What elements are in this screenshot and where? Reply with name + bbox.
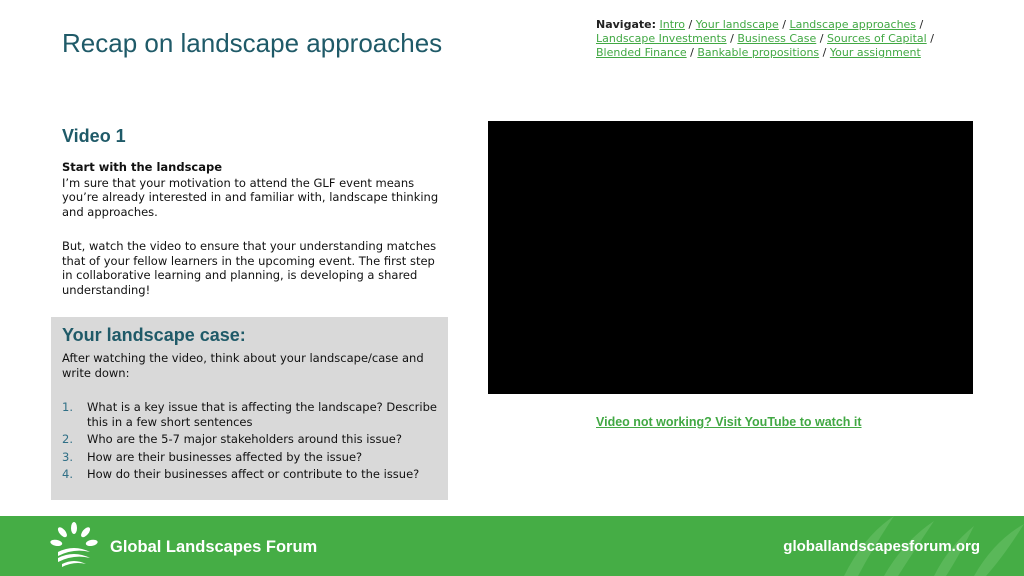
- intro-paragraph-1: I’m sure that your motivation to attend the GLF event means you’re already interested in and familiar with, landscape thinking and approaches.: [62, 175, 439, 219]
- video-player[interactable]: [488, 121, 973, 394]
- list-item: [62, 400, 442, 429]
- list-item: [62, 467, 442, 482]
- nav-link-intro[interactable]: Intro: [659, 18, 686, 31]
- nav-separator: /: [730, 32, 734, 45]
- nav-separator: /: [919, 18, 924, 31]
- intro-paragraph-2: But, watch the video to ensure that your understanding matches that of your fellow learners in the upcoming event. The first step in collaborative learning and planning, is developing a shared understanding!: [62, 239, 437, 297]
- intro-subheading: Start with the landscape: [62, 160, 223, 174]
- landscape-case-box: [51, 317, 448, 500]
- nav-link-bankable-propositions[interactable]: Bankable propositions: [697, 46, 820, 59]
- list-item-number: 1.: [62, 400, 73, 414]
- page-title: Recap on landscape approaches: [62, 28, 443, 58]
- list-item-text: How do their businesses affect or contribute to the issue?: [87, 467, 420, 481]
- footer-url[interactable]: globallandscapesforum.org: [783, 538, 980, 555]
- nav-link-your-landscape[interactable]: Your landscape: [695, 18, 779, 31]
- nav-link-sources-of-capital[interactable]: Sources of Capital: [827, 32, 927, 45]
- youtube-fallback-link[interactable]: Video not working? Visit YouTube to watch it: [596, 415, 862, 429]
- footer-brand-name: Global Landscapes Forum: [110, 538, 318, 556]
- list-item: [62, 450, 442, 465]
- nav-link-your-assignment[interactable]: Your assignment: [829, 46, 921, 59]
- intro-text-block: [62, 160, 447, 297]
- nav-link-landscape-investments[interactable]: Landscape Investments: [596, 32, 727, 45]
- nav-separator: /: [819, 32, 824, 45]
- nav-separator: /: [688, 18, 693, 31]
- nav-separator: /: [690, 46, 694, 59]
- nav-separator: /: [822, 46, 827, 59]
- list-item-number: 2.: [62, 432, 73, 446]
- video-heading: Video 1: [62, 126, 126, 146]
- list-item-number: 4.: [62, 467, 73, 481]
- glf-leaf-logo-icon: [50, 522, 98, 570]
- list-item-number: 3.: [62, 449, 73, 464]
- list-item: [62, 432, 442, 447]
- footer-bar: [0, 516, 1024, 576]
- nav-separator: /: [782, 18, 786, 31]
- case-description: After watching the video, think about your landscape/case and write down:: [62, 351, 424, 380]
- nav-separator: /: [930, 32, 934, 45]
- case-question-list: [62, 400, 442, 485]
- nav-label: Navigate:: [596, 18, 656, 31]
- navigation-breadcrumb: [596, 18, 996, 60]
- list-item-text: What is a key issue that is affecting the landscape? Describe this in a few short sentences: [87, 400, 437, 429]
- list-item-text: How are their businesses affected by the issue?: [87, 449, 363, 464]
- nav-link-landscape-approaches[interactable]: Landscape approaches: [789, 18, 917, 31]
- case-title: Your landscape case:: [62, 325, 246, 345]
- nav-link-blended-finance[interactable]: Blended Finance: [596, 46, 687, 59]
- list-item-text: Who are the 5-7 major stakeholders around this issue?: [87, 432, 402, 446]
- nav-link-business-case[interactable]: Business Case: [737, 32, 817, 45]
